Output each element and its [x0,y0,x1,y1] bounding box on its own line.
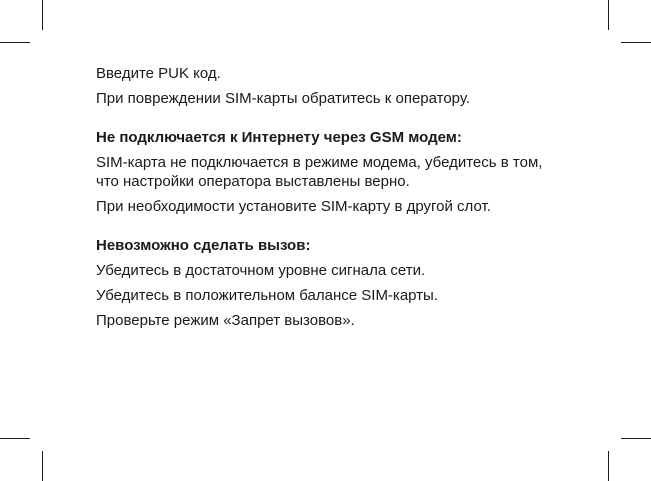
section-item [96,261,616,280]
paragraph-line: При необходимости установите SIM-карту в другой слот. [96,198,491,215]
paragraph-line: что настройки оператора выставлены верно. [96,173,410,190]
crop-mark-bottom-left-horizontal [0,438,30,439]
section-gsm-modem [96,128,616,216]
crop-mark-bottom-right-horizontal [621,438,651,439]
paragraph-line: SIM-карта не подключается в режиме модема, убедитесь в том, [96,154,543,171]
intro-block [96,64,616,108]
crop-mark-bottom-left-vertical [42,451,43,481]
document-content [96,64,616,330]
section-item [96,153,616,191]
section-heading: Не подключается к Интернету через GSM модем: [96,129,462,146]
crop-mark-top-right-vertical [608,0,609,30]
paragraph-line: Убедитесь в положительном балансе SIM-карты. [96,287,438,304]
section-item [96,311,616,330]
crop-mark-bottom-right-vertical [608,451,609,481]
crop-mark-top-left-vertical [42,0,43,30]
paragraph-line: Проверьте режим «Запрет вызовов». [96,312,355,329]
crop-mark-top-left-horizontal [0,42,30,43]
paragraph-line: Убедитесь в достаточном уровне сигнала сети. [96,262,426,279]
section-call [96,236,616,330]
paragraph: При повреждении SIM-карты обратитесь к оператору. [96,90,471,107]
section-heading: Невозможно сделать вызов: [96,237,311,254]
section-item [96,286,616,305]
paragraph: Введите PUK код. [96,65,221,82]
crop-mark-top-right-horizontal [621,42,651,43]
section-item [96,197,616,216]
